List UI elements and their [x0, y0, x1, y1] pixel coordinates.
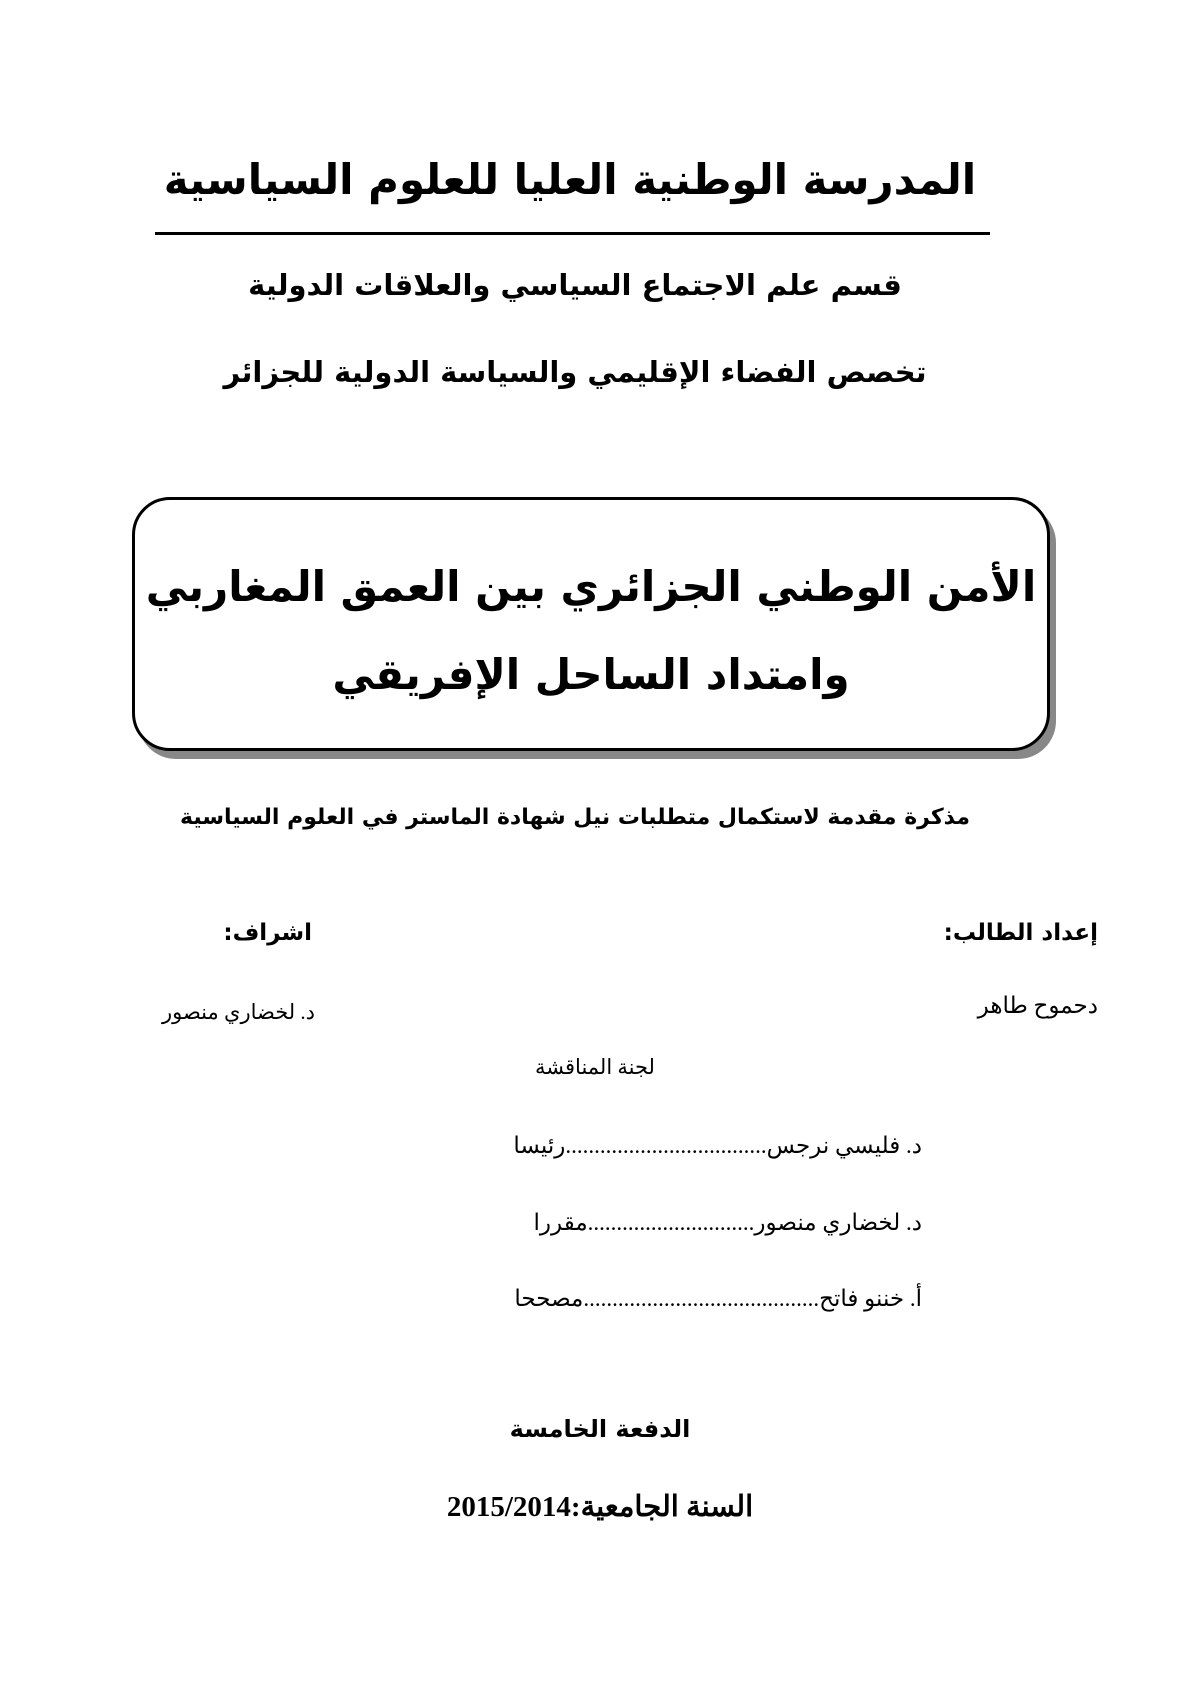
thesis-title-line-2: وامتداد الساحل الإفريقي — [332, 650, 850, 699]
department-name: قسم علم الاجتماع السياسي والعلاقات الدولية — [248, 268, 902, 302]
committee-member-examiner: أ. خننو فاتح.........................................مصححا — [514, 1286, 922, 1311]
specialty-name: تخصص الفضاء الإقليمي والسياسة الدولية للجزائر — [223, 355, 927, 389]
school-name: المدرسة الوطنية العليا للعلوم السياسية — [163, 155, 977, 204]
committee-member-rapporteur: د. لخضاري منصور.............................مقررا — [533, 1210, 922, 1235]
student-label: إعداد الطالب: — [943, 920, 1098, 946]
committee-member-president: د. فليسي نرجس...................................رئيسا — [513, 1133, 922, 1158]
student-name: دحموح طاهر — [977, 993, 1098, 1018]
memo-description: مذكرة مقدمة لاستكمال متطلبات نيل شهادة الماستر في العلوم السياسية — [180, 805, 970, 830]
supervisor-name: د. لخضاري منصور — [161, 1000, 315, 1024]
academic-year: السنة الجامعية:2015/2014 — [446, 1491, 754, 1523]
supervisor-label: اشراف: — [223, 920, 312, 946]
thesis-title-line-1: الأمن الوطني الجزائري بين العمق المغاربي — [145, 562, 1037, 611]
batch-label: الدفعة الخامسة — [509, 1415, 691, 1443]
thesis-title-box — [132, 497, 1050, 751]
committee-title: لجنة المناقشة — [535, 1055, 655, 1079]
school-underline-divider — [155, 232, 990, 235]
